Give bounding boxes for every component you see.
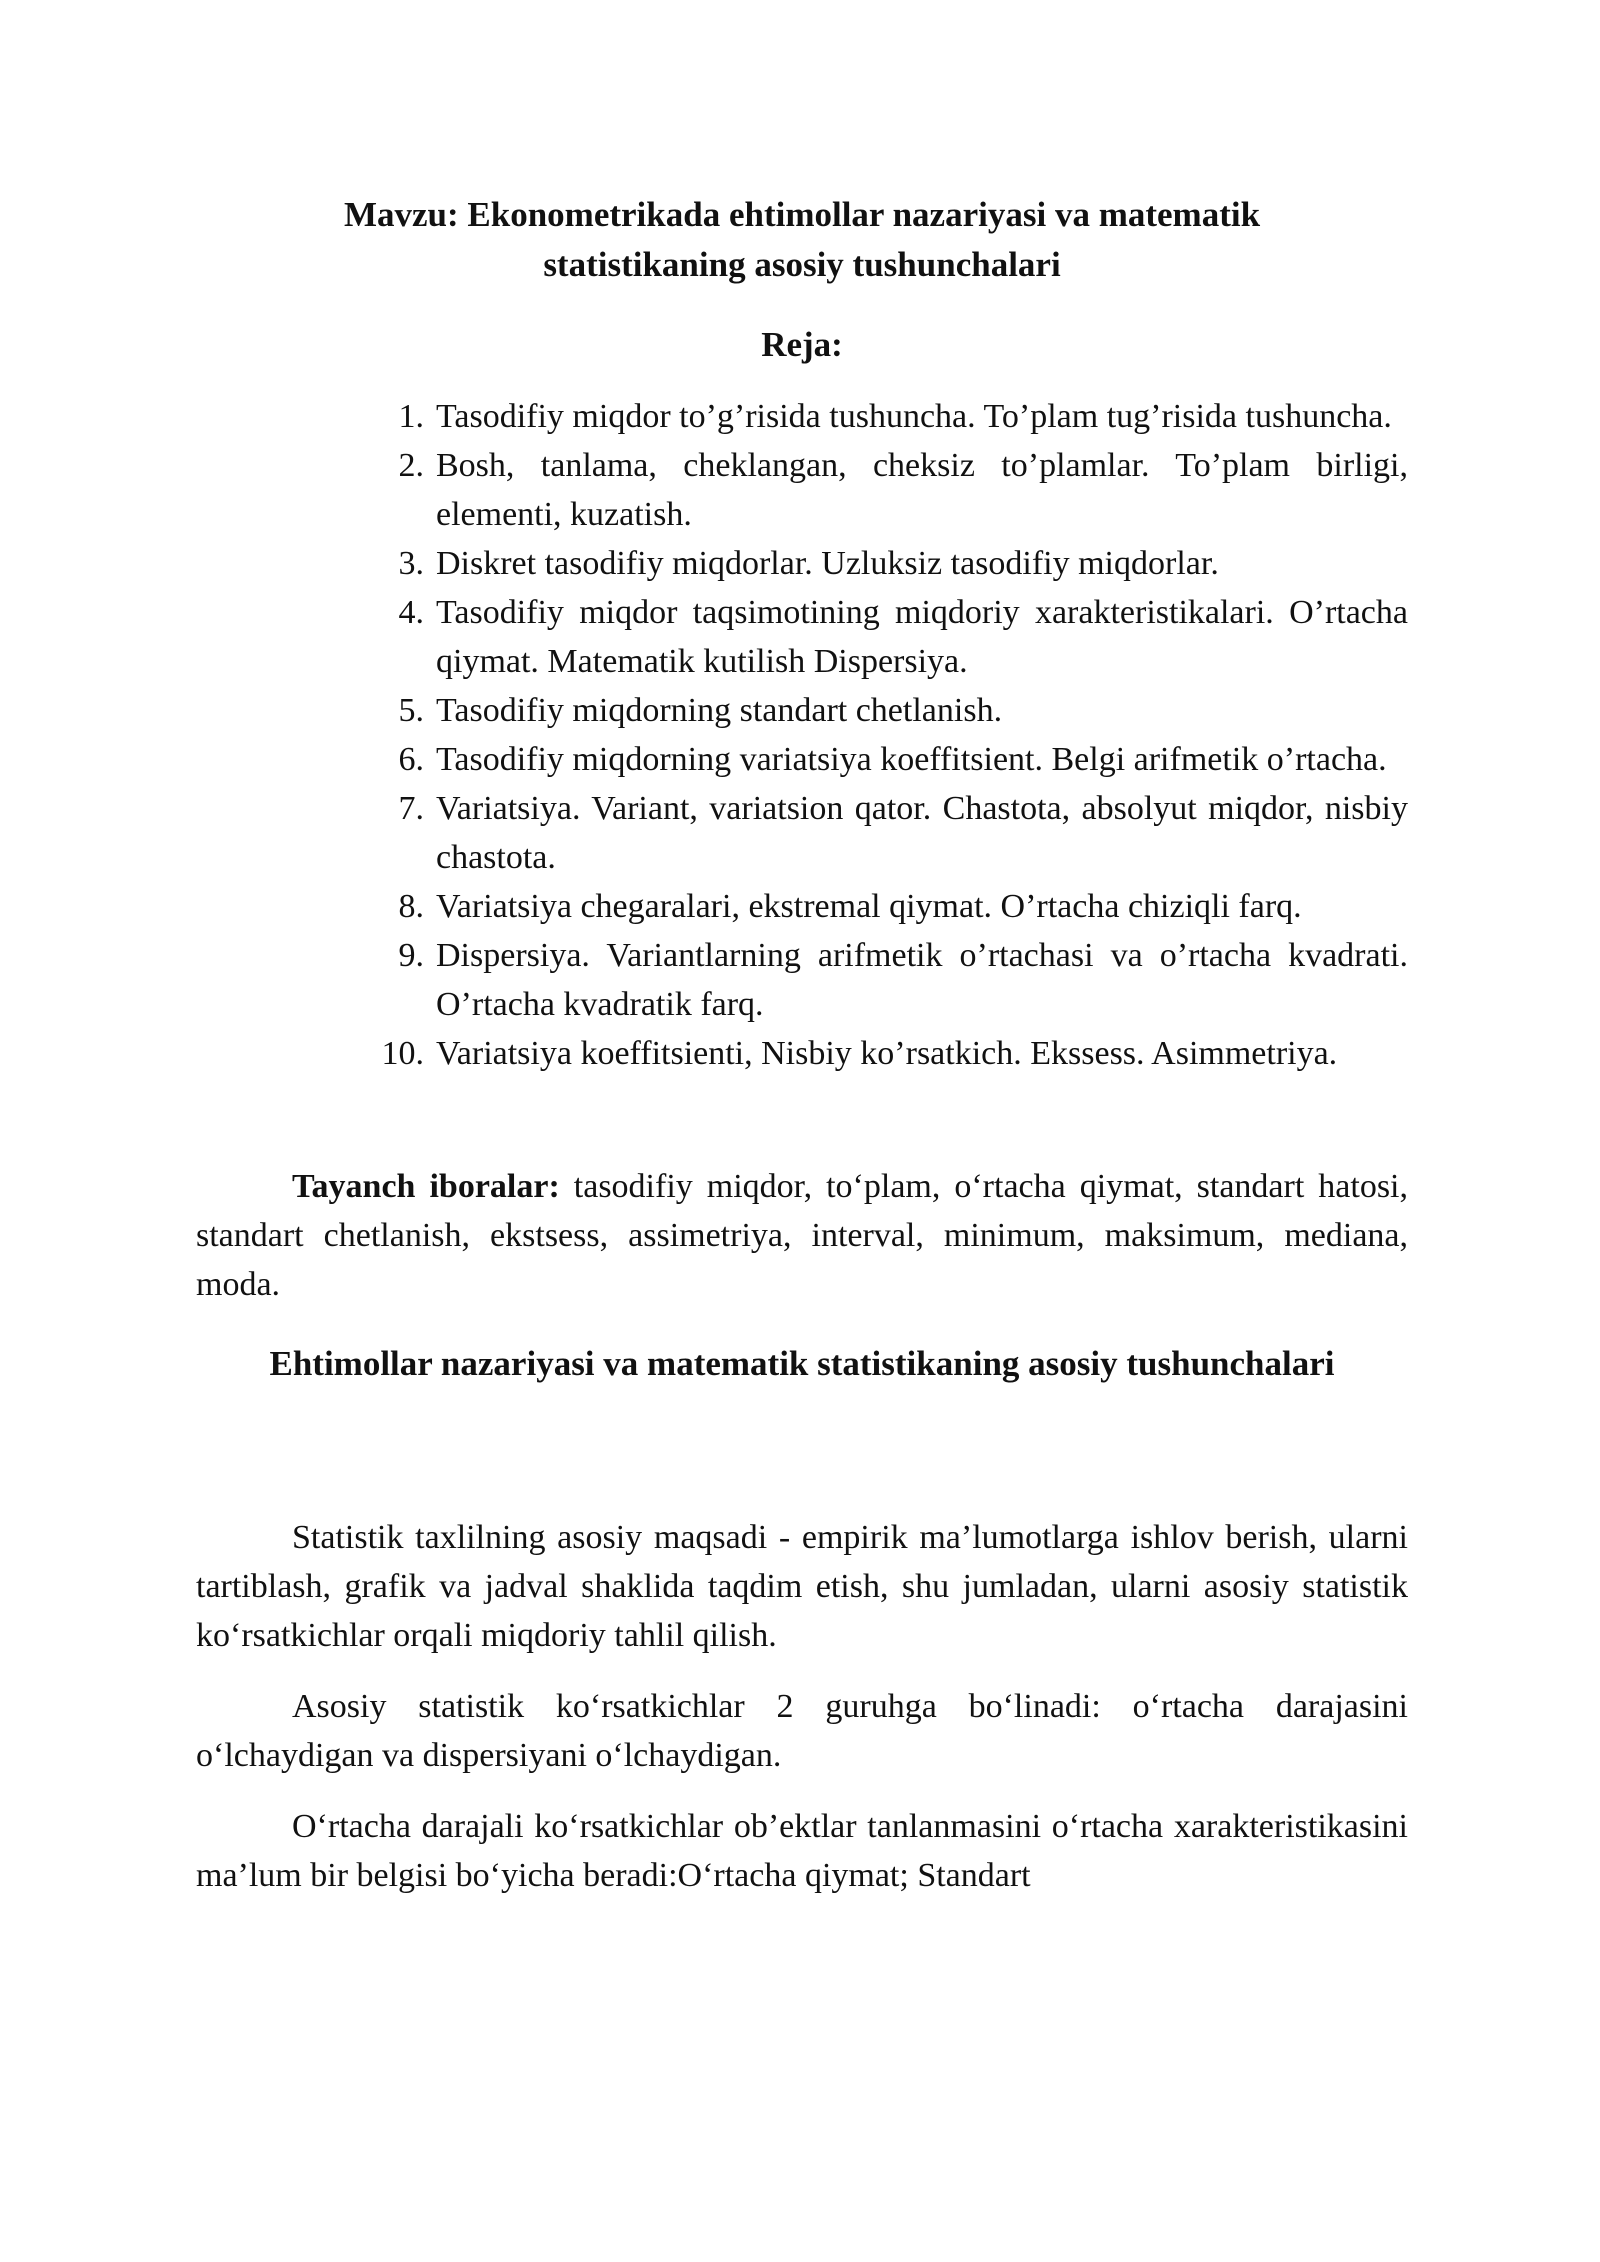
plan-item-text: Tasodifiy miqdor taqsimotining miqdoriy xarakteristikalari. O’rtacha qiymat. Matematik kutilish Dispersiya. bbox=[436, 594, 1408, 680]
plan-item bbox=[384, 441, 1408, 539]
plan-item bbox=[384, 931, 1408, 1029]
plan-item bbox=[384, 686, 1408, 735]
plan-item-number: 6. bbox=[398, 741, 424, 778]
plan-item-text: Diskret tasodifiy miqdorlar. Uzluksiz tasodifiy miqdorlar. bbox=[436, 545, 1219, 582]
plan-item-number: 8. bbox=[398, 888, 424, 925]
plan-item bbox=[384, 539, 1408, 588]
section-heading: Ehtimollar nazariyasi va matematik statistikaning asosiy tushunchalari bbox=[269, 1344, 1335, 1383]
plan-item bbox=[384, 588, 1408, 686]
keywords-text: tasodifiy miqdor, to‘plam, o‘rtacha qiymat, standart hatosi, standart chetlanish, ekstsess, assimetriya, interval, minimum, maksimum, mediana, moda. bbox=[196, 1168, 1408, 1303]
plan-list bbox=[196, 392, 1408, 1078]
plan-item-number: 1. bbox=[398, 398, 424, 435]
plan-item-text: Variatsiya koeffitsienti, Nisbiy ko’rsatkich. Ekssess. Asimmetriya. bbox=[436, 1035, 1338, 1072]
plan-item-text: Tasodifiy miqdorning standart chetlanish. bbox=[436, 692, 1003, 729]
keywords-paragraph bbox=[196, 1162, 1408, 1309]
document-page bbox=[196, 190, 1408, 1900]
plan-item bbox=[384, 882, 1408, 931]
plan-item bbox=[384, 392, 1408, 441]
title-line-1: Mavzu: Ekonometrikada ehtimollar nazariyasi va matematik bbox=[343, 195, 1261, 234]
plan-item-number: 2. bbox=[398, 447, 424, 484]
body-paragraph-3: O‘rtacha darajali ko‘rsatkichlar ob’ektlar tanlanmasini o‘rtacha xarakteristikasini ma’lum bir belgisi bo‘yicha beradi:O‘rtacha qiymat; Standart bbox=[196, 1808, 1408, 1894]
plan-item-text: Variatsiya. Variant, variatsion qator. Chastota, absolyut miqdor, nisbiy chastota. bbox=[436, 790, 1408, 876]
keywords-label: Tayanch iboralar: bbox=[292, 1168, 560, 1205]
plan-item-text: Variatsiya chegaralari, ekstremal qiymat. O’rtacha chiziqli farq. bbox=[436, 888, 1302, 925]
plan-item bbox=[384, 735, 1408, 784]
document-title bbox=[196, 190, 1408, 290]
plan-item-text: Bosh, tanlama, cheklangan, cheksiz to’plamlar. To’plam birligi, elementi, kuzatish. bbox=[436, 447, 1408, 533]
plan-item-number: 10. bbox=[381, 1035, 424, 1072]
plan-item bbox=[384, 784, 1408, 882]
title-line-2: statistikaning asosiy tushunchalari bbox=[543, 245, 1061, 284]
plan-item-text: Tasodifiy miqdor to’g’risida tushuncha. To’plam tug’risida tushuncha. bbox=[436, 398, 1392, 435]
plan-item-number: 4. bbox=[398, 594, 424, 631]
plan-item-number: 3. bbox=[398, 545, 424, 582]
plan-item-number: 5. bbox=[398, 692, 424, 729]
plan-item-number: 7. bbox=[398, 790, 424, 827]
plan-item-text: Dispersiya. Variantlarning arifmetik o’rtachasi va o’rtacha kvadrati. O’rtacha kvadratik farq. bbox=[436, 937, 1408, 1023]
plan-item-number: 9. bbox=[398, 937, 424, 974]
body-paragraph-1: Statistik taxlilning asosiy maqsadi - empirik ma’lumotlarga ishlov berish, ularni tartiblash, grafik va jadval shaklida taqdim etish, shu jumladan, ularni asosiy statistik ko‘rsatkichlar orqali miqdoriy tahlil qilish. bbox=[196, 1519, 1408, 1654]
plan-item bbox=[381, 1029, 1408, 1078]
body-paragraph-2: Asosiy statistik ko‘rsatkichlar 2 guruhga bo‘linadi: o‘rtacha darajasini o‘lchaydigan va dispersiyani o‘lchaydigan. bbox=[196, 1688, 1408, 1774]
plan-heading: Reja: bbox=[761, 325, 843, 364]
plan-item-text: Tasodifiy miqdorning variatsiya koeffitsient. Belgi arifmetik o’rtacha. bbox=[436, 741, 1387, 778]
